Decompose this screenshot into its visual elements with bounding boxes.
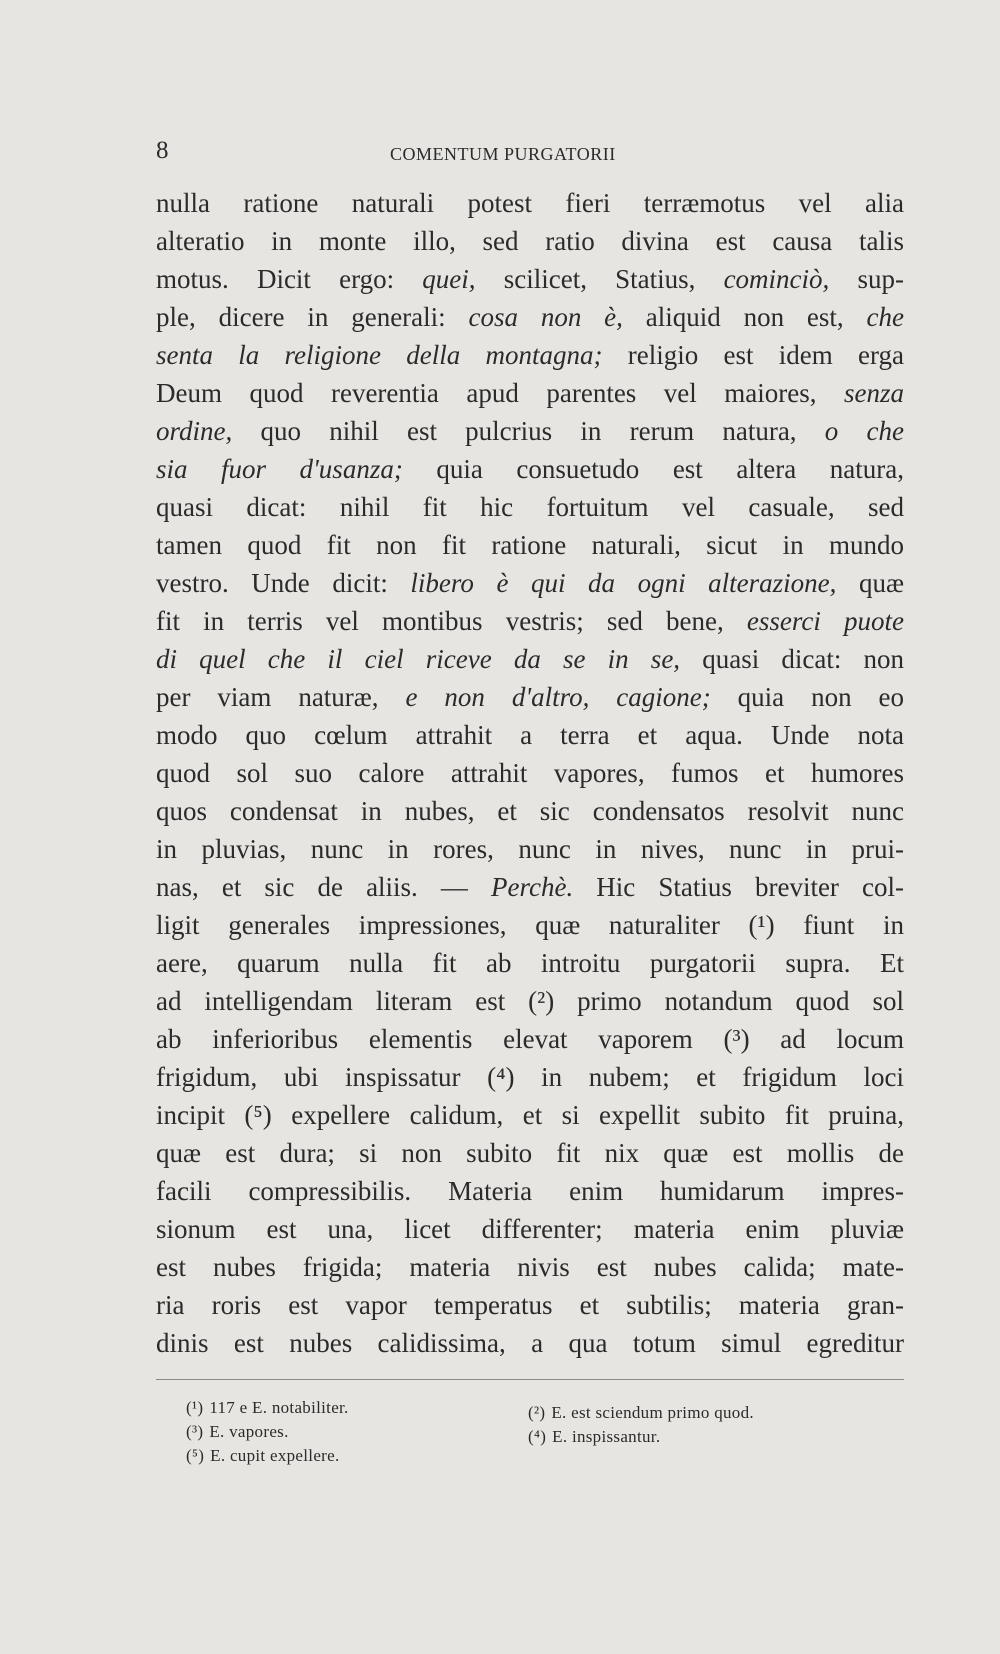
italic-quotation: sia fuor d'usanza; bbox=[156, 454, 403, 484]
text-line bbox=[156, 754, 904, 792]
italic-quotation: libero è qui da ogni alterazione, bbox=[410, 568, 837, 598]
footnote bbox=[186, 1444, 349, 1468]
text-run: frigidum, ubi inspissatur (⁴) in nubem; et frigidum loci bbox=[156, 1062, 904, 1092]
footnote-marker: (⁴) bbox=[528, 1427, 547, 1446]
text-run: ligit generales impressiones, quæ naturaliter (¹) fiunt in bbox=[156, 910, 904, 940]
text-line bbox=[156, 868, 904, 906]
text-run: tamen quod fit non fit ratione naturali, sicut in mundo bbox=[156, 530, 904, 560]
text-line bbox=[156, 336, 904, 374]
footnotes-left-column bbox=[186, 1396, 349, 1468]
text-line bbox=[156, 1058, 904, 1096]
text-line bbox=[156, 1324, 904, 1362]
text-run: per viam naturæ, bbox=[156, 682, 406, 712]
text-run: ab inferioribus elementis elevat vaporem (³) ad locum bbox=[156, 1024, 904, 1054]
italic-quotation: cosa non è, bbox=[468, 302, 623, 332]
text-run: ad intelligendam literam est (²) primo notandum quod sol bbox=[156, 986, 904, 1016]
text-run: Hic Statius breviter col- bbox=[573, 872, 904, 902]
text-line bbox=[156, 830, 904, 868]
text-run: alteratio in monte illo, sed ratio divina est causa talis bbox=[156, 226, 904, 256]
footnote-marker: (³) bbox=[186, 1422, 204, 1441]
text-line bbox=[156, 640, 904, 678]
text-run: quasi dicat: non bbox=[680, 644, 905, 674]
text-run: aliquid non est, bbox=[622, 302, 867, 332]
footnote bbox=[528, 1401, 754, 1425]
text-run: nas, et sic de aliis. — bbox=[156, 872, 491, 902]
text-line bbox=[156, 1096, 904, 1134]
text-run: dinis est nubes calidissima, a qua totum simul egreditur bbox=[156, 1328, 904, 1358]
text-line bbox=[156, 982, 904, 1020]
text-line bbox=[156, 450, 904, 488]
text-line bbox=[156, 298, 904, 336]
text-line bbox=[156, 184, 904, 222]
footnote-rule bbox=[156, 1379, 904, 1380]
text-run: quos condensat in nubes, et sic condensatos resolvit nunc bbox=[156, 796, 904, 826]
footnote-text: E. inspissantur. bbox=[552, 1427, 661, 1446]
footnote-text: E. vapores. bbox=[209, 1422, 289, 1441]
text-line bbox=[156, 412, 904, 450]
text-run: facili compressibilis. Materia enim humidarum impres- bbox=[156, 1176, 904, 1206]
running-head: COMENTUM PURGATORII bbox=[390, 144, 616, 164]
text-line bbox=[156, 792, 904, 830]
text-run: quæ bbox=[836, 568, 904, 598]
text-line bbox=[156, 1286, 904, 1324]
text-run: Deum quod reverentia apud parentes vel maiores, bbox=[156, 378, 844, 408]
text-run: quo nihil est pulcrius in rerum natura, bbox=[232, 416, 825, 446]
italic-quotation: e non d'altro, cagione; bbox=[405, 682, 711, 712]
text-run: ria roris est vapor temperatus et subtilis; materia gran- bbox=[156, 1290, 904, 1320]
italic-quotation: che bbox=[866, 302, 904, 332]
footnote-marker: (²) bbox=[528, 1403, 546, 1422]
text-line bbox=[156, 488, 904, 526]
text-line bbox=[156, 944, 904, 982]
text-line bbox=[156, 1020, 904, 1058]
footnote-text: E. cupit expellere. bbox=[210, 1446, 340, 1465]
text-line bbox=[156, 374, 904, 412]
italic-quotation: ordine, bbox=[156, 416, 233, 446]
text-line bbox=[156, 678, 904, 716]
text-run: modo quo cœlum attrahit a terra et aqua. Unde nota bbox=[156, 720, 904, 750]
footnote bbox=[186, 1420, 349, 1444]
footnote bbox=[186, 1396, 349, 1420]
text-run: ple, dicere in generali: bbox=[156, 302, 469, 332]
text-line bbox=[156, 1172, 904, 1210]
italic-quotation: senza bbox=[844, 378, 904, 408]
text-line bbox=[156, 1134, 904, 1172]
footnote-text: E. est sciendum primo quod. bbox=[551, 1403, 754, 1422]
text-line bbox=[156, 1210, 904, 1248]
text-line bbox=[156, 1248, 904, 1286]
italic-quotation: esserci puote bbox=[746, 606, 904, 636]
text-run: incipit (⁵) expellere calidum, et si expellit subito fit pruina, bbox=[156, 1100, 904, 1130]
text-line bbox=[156, 260, 904, 298]
text-run: motus. Dicit ergo: bbox=[156, 264, 423, 294]
text-run: sup- bbox=[829, 264, 904, 294]
page-number: 8 bbox=[156, 137, 169, 164]
text-run: fit in terris vel montibus vestris; sed bene, bbox=[156, 606, 747, 636]
footnote-marker: (⁵) bbox=[186, 1446, 205, 1465]
footnote-text: 117 e E. notabiliter. bbox=[209, 1398, 349, 1417]
text-run: in pluvias, nunc in rores, nunc in nives, nunc in prui- bbox=[156, 834, 904, 864]
text-line bbox=[156, 906, 904, 944]
text-run: quasi dicat: nihil fit hic fortuitum vel casuale, sed bbox=[156, 492, 904, 522]
text-run: religio est idem erga bbox=[602, 340, 905, 370]
text-run: scilicet, Statius, bbox=[475, 264, 724, 294]
text-line bbox=[156, 716, 904, 754]
text-run: aere, quarum nulla fit ab introitu purgatorii supra. Et bbox=[156, 948, 904, 978]
body-text bbox=[156, 184, 904, 1362]
text-run: quod sol suo calore attrahit vapores, fumos et humores bbox=[156, 758, 904, 788]
text-run: quæ est dura; si non subito fit nix quæ est mollis de bbox=[156, 1138, 904, 1168]
italic-quotation: Perchè. bbox=[491, 872, 574, 902]
text-line bbox=[156, 526, 904, 564]
footnotes-right-column bbox=[528, 1401, 754, 1449]
text-line bbox=[156, 564, 904, 602]
footnote-marker: (¹) bbox=[186, 1398, 204, 1417]
italic-quotation: o che bbox=[824, 416, 904, 446]
text-line bbox=[156, 602, 904, 640]
footnote bbox=[528, 1425, 754, 1449]
text-run: est nubes frigida; materia nivis est nubes calida; mate- bbox=[156, 1252, 904, 1282]
text-run: quia consuetudo est altera natura, bbox=[402, 454, 904, 484]
italic-quotation: senta la religione della montagna; bbox=[156, 340, 603, 370]
text-run: quia non eo bbox=[710, 682, 904, 712]
italic-quotation: quei, bbox=[422, 264, 476, 294]
text-line bbox=[156, 222, 904, 260]
italic-quotation: di quel che il ciel riceve da se in se, bbox=[156, 644, 681, 674]
text-run: vestro. Unde dicit: bbox=[156, 568, 411, 598]
text-run: nulla ratione naturali potest fieri terræmotus vel alia bbox=[156, 188, 904, 218]
italic-quotation: cominciò, bbox=[723, 264, 830, 294]
text-run: sionum est una, licet differenter; materia enim pluviæ bbox=[156, 1214, 904, 1244]
